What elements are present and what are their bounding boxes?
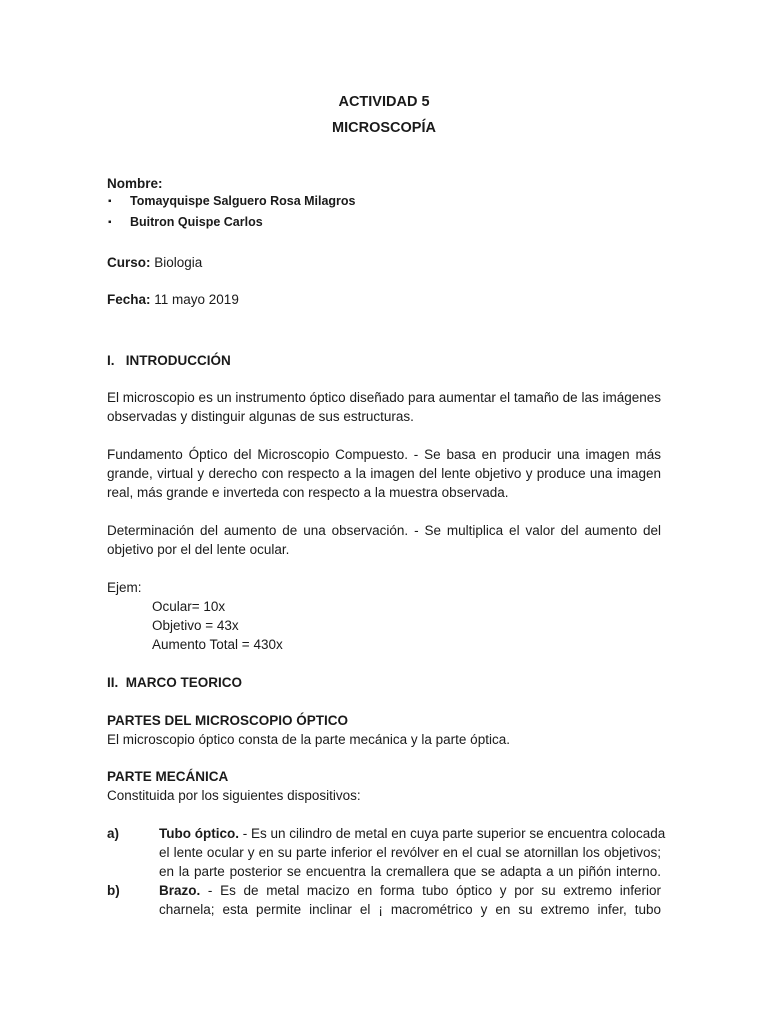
date-line [107,292,239,307]
example-label: Ejem: [107,580,142,595]
paragraph-line: grande, virtual y derecho con respecto a la imagen del lente objetivo y produce una imagen [107,466,661,481]
bullet-icon: ▪ [108,196,112,207]
course-label: Curso: [107,255,151,270]
paragraph-line: Constituida por los siguientes dispositivos: [107,788,361,803]
paragraph-line: real, más grande e inverteda con respecto a la muestra observada. [107,485,509,500]
example-line: Aumento Total = 430x [152,637,283,652]
paragraph-line: El microscopio es un instrumento óptico diseñado para aumentar el tamaño de las imágenes [107,390,661,405]
bullet-icon: ▪ [108,217,112,228]
section-heading-marco-teorico: II. MARCO TEORICO [107,675,242,690]
student-name-2: Buitron Quispe Carlos [130,215,263,229]
paragraph-line: objetivo por el del lente ocular. [107,542,290,557]
paragraph-line: Fundamento Óptico del Microscopio Compuesto. - Se basa en producir una imagen más [107,447,661,462]
date-value: 11 mayo 2019 [150,292,239,307]
example-line: Ocular= 10x [152,599,226,614]
list-item-label: b) [107,883,120,898]
list-item-line [159,883,661,898]
list-item-line [159,826,666,841]
paragraph-line: El microscopio óptico consta de la parte mecánica y la parte óptica. [107,732,510,747]
list-item-text: - Es de metal macizo en forma tubo óptico y por su extremo inferior [200,883,661,898]
list-item-label: a) [107,826,120,841]
list-item-line: el lente ocular y en su parte inferior el revólver en el cual se atornillan los objetivos; [159,845,661,860]
course-value: Biologia [150,255,203,270]
paragraph-line: Determinación del aumento de una observación. - Se multiplica el valor del aumento del [107,523,661,538]
student-name-1: Tomayquispe Salguero Rosa Milagros [130,194,356,208]
list-item-term: Tubo óptico. [159,826,239,841]
list-item-term: Brazo. [159,883,201,898]
name-label: Nombre: [107,176,163,191]
section-heading-introduccion: I. INTRODUCCIÓN [107,353,231,368]
document-subtitle: MICROSCOPÍA [332,120,436,136]
document-title: ACTIVIDAD 5 [338,94,430,110]
subsection-heading: PARTE MECÁNICA [107,769,229,784]
list-item-line: en la parte posterior se encuentra la cremallera que se adapta a un piñón interno. [159,864,661,879]
paragraph-line: observadas y distinguir algunas de sus estructuras. [107,409,414,424]
course-line [107,255,202,270]
example-line: Objetivo = 43x [152,618,239,633]
subsection-heading: PARTES DEL MICROSCOPIO ÓPTICO [107,713,349,728]
list-item-text: - Es un cilindro de metal en cuya parte superior se encuentra colocada [238,826,666,841]
date-label: Fecha: [107,292,151,307]
list-item-line: charnela; esta permite inclinar el ¡ macrométrico y en su extremo infer, tubo [159,902,661,917]
